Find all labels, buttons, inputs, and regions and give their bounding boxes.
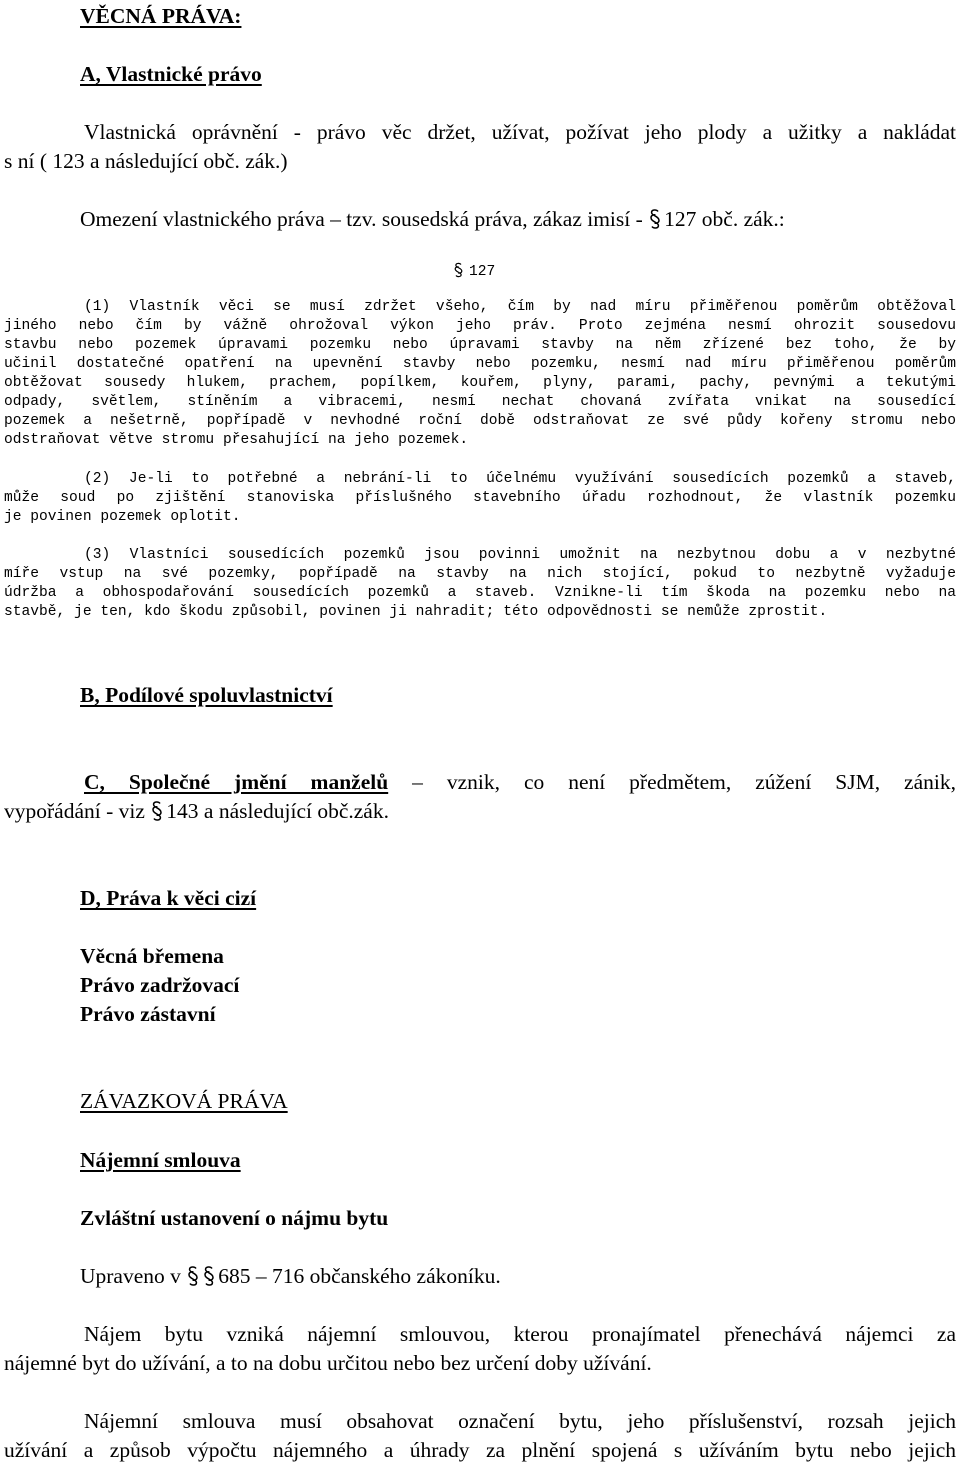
smlouva-paragraph-line-1: Nájemní smlouva musí obsahovat označení bytu, jeho příslušenství, rozsah jejich <box>84 1409 956 1433</box>
clause-2-line: (2) Je-li to potřebné a nebrání-li to účelnému využívání sousedících pozemků a staveb, <box>84 471 956 487</box>
section-sign-icon <box>202 1265 216 1287</box>
zvlastni-ustanoveni-heading: Zvláštní ustanovení o nájmu bytu <box>80 1206 389 1230</box>
section-sign-icon <box>150 800 164 822</box>
clause-1 <box>4 298 956 450</box>
clause-1-line: jiného nebo čím by vážně ohrožoval výkon jeho práv. Proto zejména nesmí ohrozit sousedovu <box>4 318 956 334</box>
smlouva-paragraph <box>4 1407 956 1436</box>
section-b-title: B, Podílové spoluvlastnictví <box>80 683 333 707</box>
paragraph-number-text: 127 <box>469 264 496 280</box>
section-d-item: Právo zadržovací <box>80 973 240 997</box>
section-c-text: – vznik, co není předmětem, zúžení SJM, zánik, <box>388 770 956 794</box>
section-sign-icon <box>648 208 662 230</box>
section-sign-icon <box>186 1265 200 1287</box>
section-c-paragraph <box>4 768 956 797</box>
section-a-title: A, Vlastnické právo <box>80 62 262 86</box>
section-a-p2-text: Omezení vlastnického práva – tzv. sousedská práva, zákaz imisí - <box>80 207 649 231</box>
clause-1-line: stavbu nebo pozemek úpravami pozemku nebo úpravami stavby na něm zřízené bez toho, že by <box>4 337 956 353</box>
clause-3-line: míře vstup na své pozemky, popřípadě na stavby na nich stojící, pokud to nezbytně vyžaduje <box>4 566 956 582</box>
section-c-line2-text: vypořádání - viz <box>4 799 151 823</box>
clause-1-line: (1) Vlastník věci se musí zdržet všeho, čím by nad míru přiměřenou poměrům obtěžoval <box>84 299 956 315</box>
clause-2-line: může soud po zjištění stanoviska příslušného stavebního úřadu rozhodnout, že vlastník pozemku <box>4 490 956 506</box>
document-heading: VĚCNÁ PRÁVA: <box>80 4 242 28</box>
upraveno-line <box>80 1262 501 1291</box>
section-c-paragraph-line-2 <box>4 797 389 826</box>
najemni-smlouva-heading: Nájemní smlouva <box>80 1148 241 1172</box>
section-d-title: D, Práva k věci cizí <box>80 886 257 910</box>
section-a-paragraph-1-line-2 <box>4 147 288 176</box>
najem-paragraph-line-1: Nájem bytu vzniká nájemní smlouvou, kterou pronajímatel přenechává nájemci za <box>84 1322 956 1346</box>
najem-paragraph <box>4 1320 956 1349</box>
section-a-p1-text: Vlastnická oprávnění - právo věc držet, užívat, požívat jeho plody a užitky a nakládat <box>84 120 956 144</box>
section-a-p1-line2-text: s ní ( 123 a následující obč. zák.) <box>4 149 288 173</box>
clause-2-line: je povinen pozemek oplotit. <box>4 509 241 525</box>
section-sign-icon <box>453 262 464 278</box>
clause-1-line: obtěžovat sousedy hlukem, prachem, popílkem, kouřem, plyny, parami, pachy, pevnými a tekutými <box>4 375 956 391</box>
clause-3 <box>4 546 956 622</box>
section-a-paragraph-1 <box>4 118 956 147</box>
section-d-item: Věcná břemena <box>80 944 224 968</box>
upraveno-prefix: Upraveno v <box>80 1264 187 1288</box>
section-d-item: Právo zástavní <box>80 1002 216 1026</box>
clause-1-line: učinil dostatečné opatření na upevnění stavby nebo pozemku, nesmí nad míru přiměřenou poměrům <box>4 356 956 372</box>
clause-3-line: (3) Vlastníci sousedících pozemků jsou povinni umožnit na nezbytnou dobu a v nezbytné <box>84 547 956 563</box>
smlouva-paragraph-line-2: užívání a způsob výpočtu nájemného a úhrady za plnění spojená s užíváním bytu nebo jejich <box>4 1438 956 1462</box>
najem-paragraph-line-2: nájemné byt do užívání, a to na dobu určitou nebo bez určení doby užívání. <box>4 1351 652 1375</box>
section-a-p2-ref: 127 obč. zák.: <box>664 207 785 231</box>
section-c-title: C, Společné jmění manželů <box>84 770 389 794</box>
clause-1-line: pozemek a nešetrně, popřípadě v nevhodné roční době odstraňovat ze své půdy kořeny stromu nebo <box>4 413 956 429</box>
section-c-line2-ref: 143 a následující obč.zák. <box>166 799 389 823</box>
upraveno-ref: 685 – 716 občanského zákoníku. <box>218 1264 501 1288</box>
clause-3-line: údržba a obhospodařování sousedících pozemků a staveb. Vznikne-li tím škoda na pozemku nebo na <box>4 585 956 601</box>
zavazkova-heading: ZÁVAZKOVÁ PRÁVA <box>80 1089 288 1113</box>
clause-2 <box>4 470 956 527</box>
clause-1-line: odstraňovat větve stromu přesahující na jeho pozemek. <box>4 432 469 448</box>
clause-1-line: odpady, světlem, stíněním a vibracemi, nesmí nechat chovaná zvířata vnikat na sousedící <box>4 394 956 410</box>
section-a-paragraph-2 <box>80 205 785 234</box>
paragraph-number <box>453 262 495 282</box>
clause-3-line: stavbě, je ten, kdo škodu způsobil, povinen ji nahradit; této odpovědnosti se nemůže zprostit. <box>4 604 828 620</box>
